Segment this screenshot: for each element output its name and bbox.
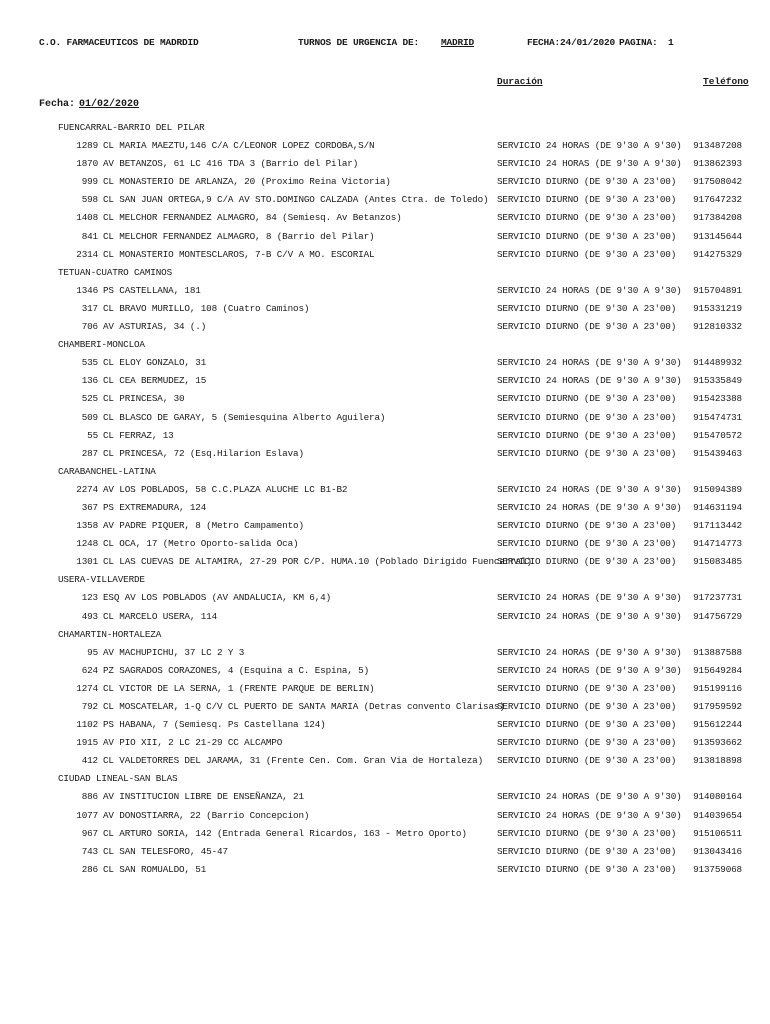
pharmacy-code: 286 (81, 863, 98, 875)
phone-number: 915439463 (693, 447, 742, 459)
report-title: TURNOS DE URGENCIA DE: (298, 37, 420, 48)
pharmacy-row (0, 300, 770, 318)
service-duration: SERVICIO DIURNO (DE 9'30 A 23'00) (497, 212, 677, 224)
pharmacy-code: 535 (81, 357, 98, 369)
district-heading (0, 571, 770, 589)
pharmacy-address: CL PRINCESA, 30 (103, 393, 185, 405)
service-duration: SERVICIO 24 HORAS (DE 9'30 A 9'30) (497, 483, 682, 495)
pharmacy-row (0, 137, 770, 155)
district-heading (0, 463, 770, 481)
pharmacy-row (0, 390, 770, 408)
pharmacy-row (0, 354, 770, 372)
pharmacy-code: 525 (81, 393, 98, 405)
pharmacy-code: 706 (81, 321, 98, 333)
pharmacy-address: AV PADRE PIQUER, 8 (Metro Campamento) (103, 520, 304, 532)
pharmacy-row (0, 517, 770, 535)
pharmacy-address: AV MACHUPICHU, 37 LC 2 Y 3 (103, 646, 245, 658)
pharmacy-address: PZ SAGRADOS CORAZONES, 4 (Esquina a C. Espina, 5) (103, 664, 370, 676)
service-duration: SERVICIO 24 HORAS (DE 9'30 A 9'30) (497, 791, 682, 803)
pharmacy-address: CL BRAVO MURILLO, 108 (Cuatro Caminos) (103, 302, 310, 314)
phone-number: 917959592 (693, 701, 742, 712)
service-duration: SERVICIO DIURNO (DE 9'30 A 23'00) (497, 719, 677, 731)
pharmacy-address: PS CASTELLANA, 181 (103, 284, 201, 296)
pharmacy-address: CL MELCHOR FERNANDEZ ALMAGRO, 84 (Semiesq. Av Betanzos) (103, 212, 402, 224)
pharmacy-code: 1289 (76, 140, 98, 152)
phone-number: 917113442 (693, 520, 742, 532)
district-heading (0, 264, 770, 282)
phone-number: 917508042 (693, 176, 742, 188)
pharmacy-address: CL ELOY GONZALO, 31 (103, 357, 207, 369)
pharmacy-code: 2314 (76, 248, 98, 260)
service-duration: SERVICIO DIURNO (DE 9'30 A 23'00) (497, 701, 677, 712)
column-header-phone: Teléfono (703, 76, 749, 87)
phone-number: 915612244 (693, 719, 742, 731)
pharmacy-address: AV LOS POBLADOS, 58 C.C.PLAZA ALUCHE LC B1-B2 (103, 483, 348, 495)
pharmacy-code: 55 (87, 429, 98, 441)
district-name: CARABANCHEL-LATINA (58, 465, 156, 477)
phone-number: 912810332 (693, 321, 742, 333)
column-header-duration: Duración (497, 76, 543, 87)
pharmacy-code: 999 (81, 176, 98, 188)
pharmacy-row (0, 427, 770, 445)
pharmacy-code: 509 (81, 411, 98, 423)
service-duration: SERVICIO DIURNO (DE 9'30 A 23'00) (497, 411, 677, 423)
pharmacy-address: CL MARCELO USERA, 114 (103, 610, 218, 622)
service-duration: SERVICIO 24 HORAS (DE 9'30 A 9'30) (497, 357, 682, 369)
service-duration: SERVICIO DIURNO (DE 9'30 A 23'00) (497, 538, 677, 550)
phone-number: 914756729 (693, 610, 742, 622)
phone-number: 915331219 (693, 302, 742, 314)
pharmacy-address: CL CEA BERMUDEZ, 15 (103, 375, 207, 387)
phone-number: 915106511 (693, 827, 742, 839)
page-label: PAGINA: (619, 37, 658, 48)
pharmacy-row (0, 155, 770, 173)
phone-number: 913887588 (693, 646, 742, 658)
pharmacy-code: 1248 (76, 538, 98, 550)
pharmacy-code: 886 (81, 791, 98, 803)
pharmacy-address: CL FERRAZ, 13 (103, 429, 174, 441)
service-duration: SERVICIO DIURNO (DE 9'30 A 23'00) (497, 194, 677, 206)
pharmacy-row (0, 209, 770, 227)
pharmacy-address: PS EXTREMADURA, 124 (103, 501, 207, 513)
pharmacy-code: 624 (81, 664, 98, 676)
pharmacy-address: CL VALDETORRES DEL JARAMA, 31 (Frente Cen. Com. Gran Via de Hortaleza) (103, 755, 484, 767)
pharmacy-address: CL MARIA MAEZTU,146 C/A C/LEONOR LOPEZ CORDOBA,S/N (103, 140, 375, 152)
service-duration: SERVICIO 24 HORAS (DE 9'30 A 9'30) (497, 375, 682, 387)
service-duration: SERVICIO DIURNO (DE 9'30 A 23'00) (497, 520, 677, 532)
pharmacy-row (0, 246, 770, 264)
service-duration: SERVICIO 24 HORAS (DE 9'30 A 9'30) (497, 501, 682, 513)
pharmacy-row (0, 608, 770, 626)
pharmacy-address: CL VICTOR DE LA SERNA, 1 (FRENTE PARQUE DE BERLIN) (103, 682, 375, 694)
pharmacy-address: CL SAN TELESFORO, 45-47 (103, 845, 228, 857)
phone-number: 913759068 (693, 863, 742, 875)
service-duration: SERVICIO 24 HORAS (DE 9'30 A 9'30) (497, 158, 682, 170)
service-duration: SERVICIO DIURNO (DE 9'30 A 23'00) (497, 429, 677, 441)
pharmacy-code: 1870 (76, 158, 98, 170)
district-heading (0, 336, 770, 354)
pharmacy-code: 136 (81, 375, 98, 387)
phone-number: 913043416 (693, 845, 742, 857)
district-heading (0, 119, 770, 137)
pharmacy-code: 367 (81, 501, 98, 513)
pharmacy-row (0, 173, 770, 191)
district-heading (0, 626, 770, 644)
service-duration: SERVICIO 24 HORAS (DE 9'30 A 9'30) (497, 646, 682, 658)
page-number: 1 (668, 37, 674, 48)
schedule-date-value: 01/02/2020 (79, 99, 140, 110)
phone-number: 915199116 (693, 682, 742, 694)
pharmacy-code: 2274 (76, 483, 98, 495)
pharmacy-address: CL ARTURO SORIA, 142 (Entrada General Ricardos, 163 - Metro Oporto) (103, 827, 467, 839)
service-duration: SERVICIO DIURNO (DE 9'30 A 23'00) (497, 393, 677, 405)
phone-number: 915423388 (693, 393, 742, 405)
pharmacy-row (0, 228, 770, 246)
phone-number: 915474731 (693, 411, 742, 423)
pharmacy-code: 1358 (76, 520, 98, 532)
phone-number: 913145644 (693, 230, 742, 242)
pharmacy-address: CL OCA, 17 (Metro Oporto-salida Oca) (103, 538, 299, 550)
pharmacy-code: 1408 (76, 212, 98, 224)
pharmacy-address: PS HABANA, 7 (Semiesq. Ps Castellana 124) (103, 719, 326, 731)
phone-number: 917237731 (693, 592, 742, 604)
pharmacy-row (0, 716, 770, 734)
pharmacy-code: 1102 (76, 719, 98, 731)
phone-number: 913862393 (693, 158, 742, 170)
phone-number: 914275329 (693, 248, 742, 260)
service-duration: SERVICIO 24 HORAS (DE 9'30 A 9'30) (497, 140, 682, 152)
pharmacy-code: 95 (87, 646, 98, 658)
district-name: TETUAN-CUATRO CAMINOS (58, 266, 173, 278)
phone-number: 917647232 (693, 194, 742, 206)
phone-number: 914631194 (693, 501, 742, 513)
service-duration: SERVICIO DIURNO (DE 9'30 A 23'00) (497, 845, 677, 857)
pharmacy-row (0, 191, 770, 209)
service-duration: SERVICIO DIURNO (DE 9'30 A 23'00) (497, 248, 677, 260)
pharmacy-row (0, 843, 770, 861)
pharmacy-row (0, 698, 770, 716)
pharmacy-code: 412 (81, 755, 98, 767)
pharmacy-code: 792 (81, 701, 98, 712)
pharmacy-address: CL MONASTERIO MONTESCLAROS, 7-B C/V A MO. ESCORIAL (103, 248, 375, 260)
pharmacy-list (0, 119, 770, 879)
phone-number: 913593662 (693, 737, 742, 749)
phone-number: 915470572 (693, 429, 742, 441)
pharmacy-code: 287 (81, 447, 98, 459)
pharmacy-address: AV INSTITUCION LIBRE DE ENSEÑANZA, 21 (103, 791, 304, 803)
pharmacy-row (0, 734, 770, 752)
pharmacy-row (0, 589, 770, 607)
pharmacy-address: CL MELCHOR FERNANDEZ ALMAGRO, 8 (Barrio del Pilar) (103, 230, 375, 242)
phone-number: 915704891 (693, 284, 742, 296)
pharmacy-row (0, 445, 770, 463)
district-heading (0, 770, 770, 788)
schedule-date-label: Fecha: (39, 99, 76, 110)
phone-number: 913818898 (693, 755, 742, 767)
service-duration: SERVICIO 24 HORAS (DE 9'30 A 9'30) (497, 610, 682, 622)
district-name: FUENCARRAL-BARRIO DEL PILAR (58, 122, 205, 133)
schedule-date (39, 99, 139, 110)
pharmacy-address: AV DONOSTIARRA, 22 (Barrio Concepcion) (103, 809, 310, 821)
service-duration: SERVICIO DIURNO (DE 9'30 A 23'00) (497, 321, 677, 333)
pharmacy-address: AV PIO XII, 2 LC 21-29 CC ALCAMPO (103, 737, 283, 749)
city-name: MADRID (441, 37, 475, 48)
phone-number: 914714773 (693, 538, 742, 550)
district-name: CIUDAD LINEAL-SAN BLAS (58, 773, 178, 785)
pharmacy-row (0, 644, 770, 662)
phone-number: 917384208 (693, 212, 742, 224)
phone-number: 915094389 (693, 483, 742, 495)
pharmacy-code: 1346 (76, 284, 98, 296)
service-duration: SERVICIO DIURNO (DE 9'30 A 23'00) (497, 827, 677, 839)
pharmacy-code: 598 (81, 194, 98, 206)
organization-name: C.O. FARMACEUTICOS DE MADRDID (39, 37, 199, 48)
pharmacy-address: CL LAS CUEVAS DE ALTAMIRA, 27-29 POR C/P. HUMA.10 (Poblado Dirigido Fuencarral) (103, 556, 532, 568)
phone-number: 915083485 (693, 556, 742, 568)
pharmacy-row (0, 372, 770, 390)
pharmacy-row (0, 752, 770, 770)
pharmacy-address: AV BETANZOS, 61 LC 416 TDA 3 (Barrio del Pilar) (103, 158, 359, 170)
pharmacy-row (0, 282, 770, 300)
report-date: 24/01/2020 (560, 37, 616, 48)
pharmacy-code: 1301 (76, 556, 98, 568)
pharmacy-row (0, 409, 770, 427)
pharmacy-address: ESQ AV LOS POBLADOS (AV ANDALUCIA, KM 6,4) (103, 592, 332, 604)
pharmacy-code: 1915 (76, 737, 98, 749)
service-duration: SERVICIO DIURNO (DE 9'30 A 23'00) (497, 176, 677, 188)
pharmacy-code: 123 (81, 592, 98, 604)
pharmacy-address: CL MONASTERIO DE ARLANZA, 20 (Proximo Reina Victoria) (103, 176, 391, 188)
pharmacy-row (0, 481, 770, 499)
service-duration: SERVICIO DIURNO (DE 9'30 A 23'00) (497, 863, 677, 875)
service-duration: SERVICIO 24 HORAS (DE 9'30 A 9'30) (497, 664, 682, 676)
service-duration: SERVICIO DIURNO (DE 9'30 A 23'00) (497, 230, 677, 242)
pharmacy-row (0, 788, 770, 806)
pharmacy-address: CL SAN JUAN ORTEGA,9 C/A AV STO.DOMINGO CALZADA (Antes Ctra. de Toledo) (103, 194, 489, 206)
service-duration: SERVICIO DIURNO (DE 9'30 A 23'00) (497, 556, 677, 568)
pharmacy-code: 967 (81, 827, 98, 839)
pharmacy-row (0, 499, 770, 517)
pharmacy-row (0, 825, 770, 843)
district-name: CHAMARTIN-HORTALEZA (58, 628, 162, 640)
pharmacy-row (0, 807, 770, 825)
pharmacy-row (0, 553, 770, 571)
service-duration: SERVICIO DIURNO (DE 9'30 A 23'00) (497, 302, 677, 314)
phone-number: 915335849 (693, 375, 742, 387)
phone-number: 914489932 (693, 357, 742, 369)
pharmacy-address: CL PRINCESA, 72 (Esq.Hilarion Eslava) (103, 447, 304, 459)
pharmacy-row (0, 861, 770, 879)
district-name: CHAMBERI-MONCLOA (58, 339, 145, 351)
report-date-label: FECHA: (527, 37, 561, 48)
pharmacy-code: 317 (81, 302, 98, 314)
pharmacy-row (0, 318, 770, 336)
phone-number: 914039654 (693, 809, 742, 821)
pharmacy-code: 743 (81, 845, 98, 857)
pharmacy-row (0, 662, 770, 680)
service-duration: SERVICIO DIURNO (DE 9'30 A 23'00) (497, 737, 677, 749)
service-duration: SERVICIO DIURNO (DE 9'30 A 23'00) (497, 755, 677, 767)
service-duration: SERVICIO 24 HORAS (DE 9'30 A 9'30) (497, 809, 682, 821)
district-name: USERA-VILLAVERDE (58, 574, 145, 586)
service-duration: SERVICIO 24 HORAS (DE 9'30 A 9'30) (497, 284, 682, 296)
phone-number: 915649284 (693, 664, 742, 676)
pharmacy-address: CL SAN ROMUALDO, 51 (103, 863, 207, 875)
service-duration: SERVICIO DIURNO (DE 9'30 A 23'00) (497, 447, 677, 459)
pharmacy-address: CL MOSCATELAR, 1-Q C/V CL PUERTO DE SANTA MARIA (Detras convento Clarisas) (103, 701, 505, 712)
service-duration: SERVICIO DIURNO (DE 9'30 A 23'00) (497, 682, 677, 694)
pharmacy-code: 1274 (76, 682, 98, 694)
pharmacy-row (0, 535, 770, 553)
pharmacy-code: 1077 (76, 809, 98, 821)
pharmacy-code: 493 (81, 610, 98, 622)
pharmacy-code: 841 (81, 230, 98, 242)
phone-number: 913487208 (693, 140, 742, 152)
service-duration: SERVICIO 24 HORAS (DE 9'30 A 9'30) (497, 592, 682, 604)
pharmacy-row (0, 680, 770, 698)
pharmacy-address: AV ASTURIAS, 34 (.) (103, 321, 207, 333)
pharmacy-address: CL BLASCO DE GARAY, 5 (Semiesquina Alberto Aguilera) (103, 411, 386, 423)
phone-number: 914080164 (693, 791, 742, 803)
